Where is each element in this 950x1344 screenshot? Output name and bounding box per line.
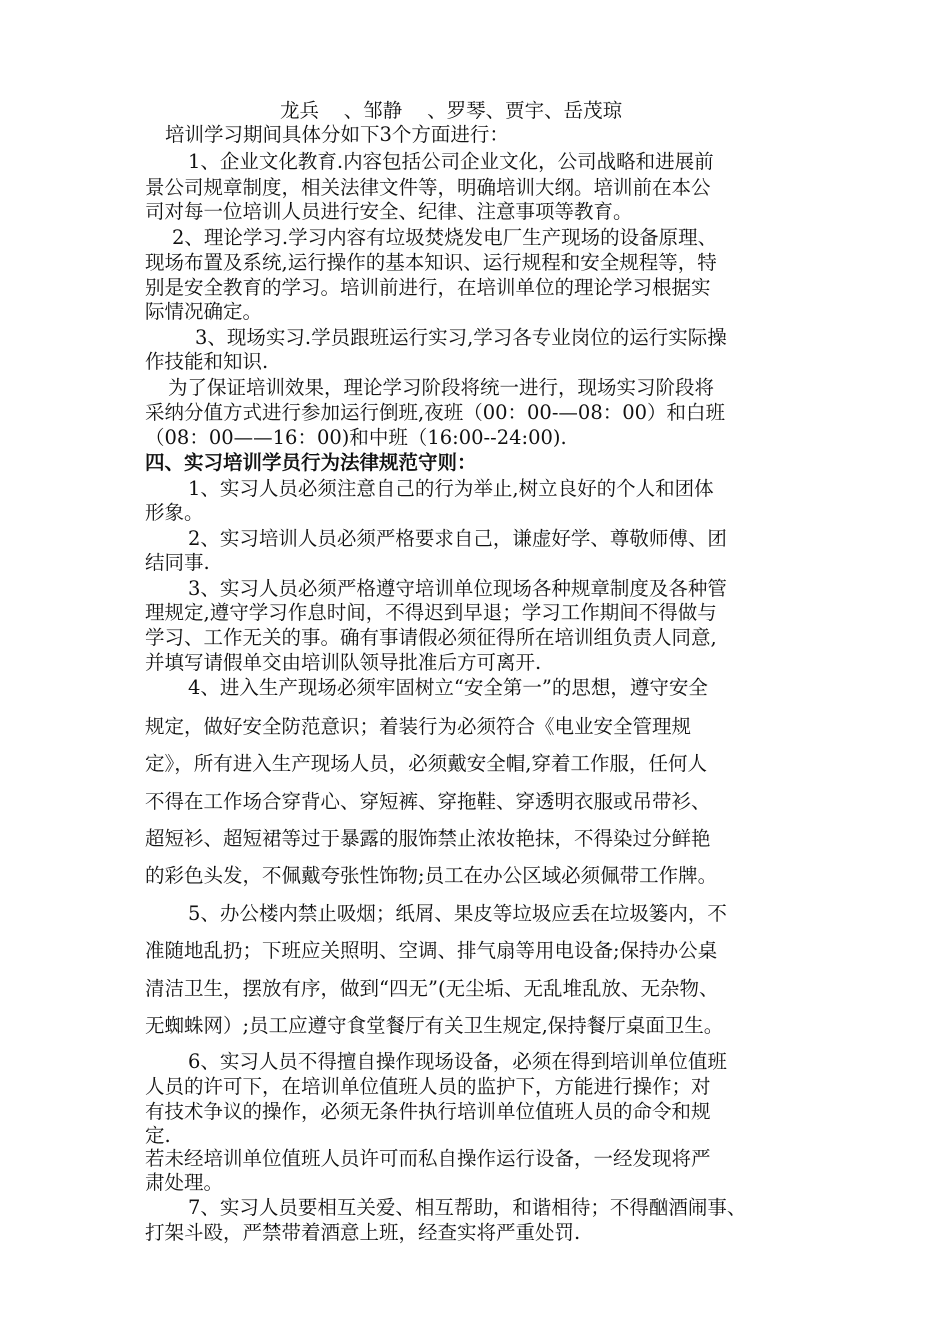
text-line: 定. xyxy=(145,1124,171,1147)
text-line: 超短衫、超短裙等过于暴露的服饰禁止浓妆艳抹，不得染过分鲜艳 xyxy=(145,827,711,850)
text-line: 结同事. xyxy=(145,551,210,574)
text-line: 定》，所有进入生产现场人员，必须戴安全帽,穿着工作服，任何人 xyxy=(145,752,707,775)
text-line: 打架斗殴，严禁带着酒意上班，经查实将严重处罚. xyxy=(145,1221,581,1244)
text-line: 肃处理。 xyxy=(145,1171,224,1194)
section-heading: 四、实习培训学员行为法律规范守则： xyxy=(145,451,477,474)
text-line: 无蜘蛛网）;员工应遵守食堂餐厅有关卫生规定,保持餐厅桌面卫生。 xyxy=(145,1014,724,1037)
text-line: 1、企业文化教育.内容包括公司企业文化，公司战略和进展前 xyxy=(188,150,714,173)
text-line: 人员的许可下，在培训单位值班人员的监护下，方能进行操作；对 xyxy=(145,1075,711,1098)
text-line: 若未经培训单位值班人员许可而私自操作运行设备，一经发现将严 xyxy=(145,1147,711,1170)
trainee-names-line: 龙兵 、邹静 、罗琴、贾宇、岳茂琼 xyxy=(280,99,623,122)
text-line: 3、实习人员必须严格遵守培训单位现场各种规章制度及各种管 xyxy=(188,577,727,600)
text-line: 6、实习人员不得擅自操作现场设备，必须在得到培训单位值班 xyxy=(188,1050,727,1073)
text-line: 规定，做好安全防范意识；着装行为必须符合《电业安全管理规 xyxy=(145,715,692,738)
text-line: 作技能和知识. xyxy=(145,350,269,373)
text-line: 的彩色头发，不佩戴夸张性饰物;员工在办公区域必须佩带工作牌。 xyxy=(145,864,718,887)
text-line: 4、进入生产现场必须牢固树立“安全第一”的思想，遵守安全 xyxy=(188,676,708,699)
text-line: 7、实习人员要相互关爱、相互帮助，和谐相待；不得酗酒闹事、 xyxy=(188,1196,747,1219)
text-line: 准随地乱扔；下班应关照明、空调、排气扇等用电设备;保持办公桌 xyxy=(145,939,718,962)
text-line: 采纳分值方式进行参加运行倒班,夜班（00：00-—08：00）和白班 xyxy=(145,401,726,424)
text-line: 并填写请假单交由培训队领导批准后方可离开. xyxy=(145,651,542,674)
text-line: 有技术争议的操作，必须无条件执行培训单位值班人员的命令和规 xyxy=(145,1100,711,1123)
text-line: 司对每一位培训人员进行安全、纪律、注意事项等教育。 xyxy=(145,200,633,223)
text-line: 清洁卫生，摆放有序，做到“四无”(无尘垢、无乱堆乱放、无杂物、 xyxy=(145,977,719,1000)
text-line: 现场布置及系统,运行操作的基本知识、运行规程和安全规程等，特 xyxy=(145,251,717,274)
text-line: 1、实习人员必须注意自己的行为举止,树立良好的个人和团体 xyxy=(188,477,714,500)
text-line: 景公司规章制度，相关法律文件等，明确培训大纲。培训前在本公 xyxy=(145,176,711,199)
text-line: 2、理论学习.学习内容有垃圾焚烧发电厂生产现场的设备原理、 xyxy=(172,226,718,249)
text-line: 为了保证培训效果，理论学习阶段将统一进行，现场实习阶段将 xyxy=(168,376,715,399)
text-line: 3、现场实习.学员跟班运行实习,学习各专业岗位的运行实际操 xyxy=(195,326,727,349)
text-line: 2、实习培训人员必须严格要求自己，谦虚好学、尊敬师傅、团 xyxy=(188,527,727,550)
text-line: 学习、工作无关的事。确有事请假必须征得所在培训组负责人同意, xyxy=(145,626,717,649)
text-line: 际情况确定。 xyxy=(145,300,263,323)
text-line: 别是安全教育的学习。培训前进行，在培训单位的理论学习根据实 xyxy=(145,276,711,299)
text-line: 不得在工作场合穿背心、穿短裤、穿拖鞋、穿透明衣服或吊带衫、 xyxy=(145,790,711,813)
text-line: （08：00——16：00)和中班（16:00--24:00). xyxy=(145,426,567,449)
text-line: 培训学习期间具体分如下3个方面进行： xyxy=(165,123,509,146)
text-line: 5、办公楼内禁止吸烟；纸屑、果皮等垃圾应丢在垃圾篓内，不 xyxy=(188,902,727,925)
text-line: 形象。 xyxy=(145,501,204,524)
text-line: 理规定,遵守学习作息时间，不得迟到早退；学习工作期间不得做与 xyxy=(145,601,717,624)
